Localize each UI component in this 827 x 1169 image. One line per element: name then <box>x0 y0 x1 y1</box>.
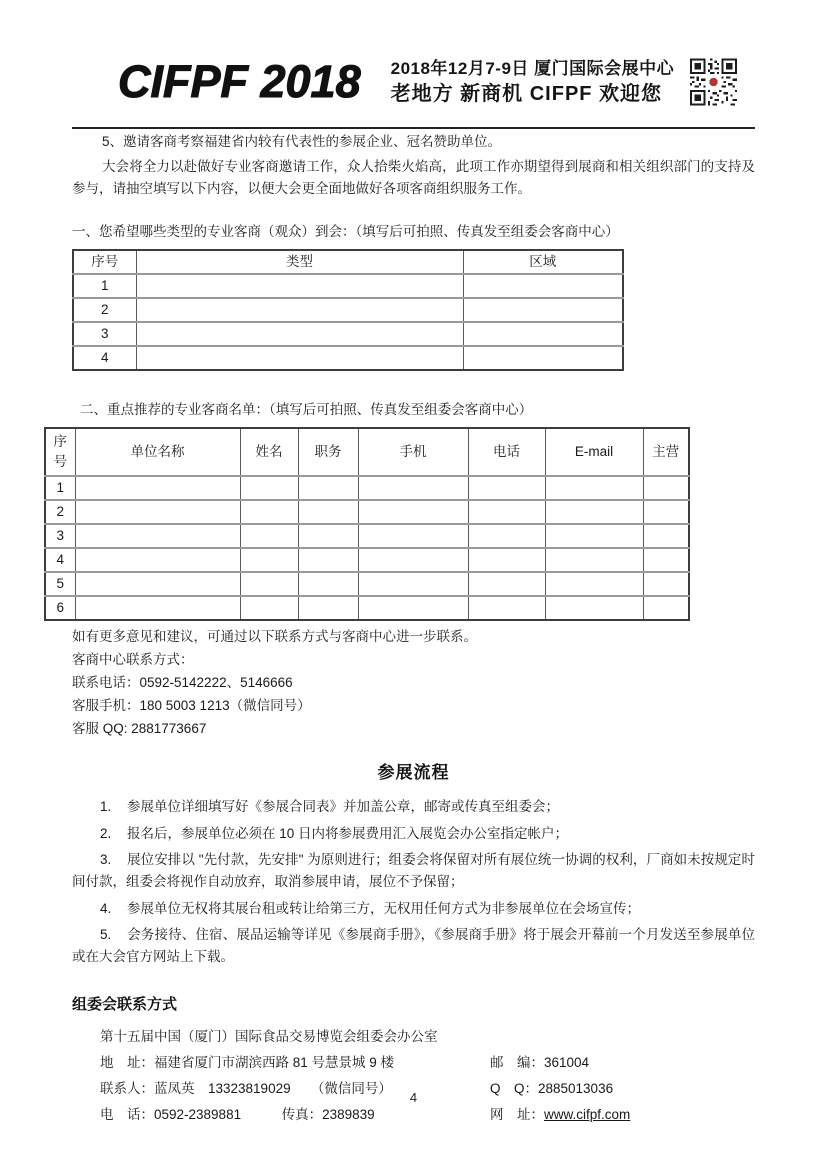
col-header-company: 单位名称 <box>75 428 240 476</box>
cifpf-logo: CIFPF 2018 <box>118 56 361 107</box>
cell-empty <box>643 548 689 572</box>
cell-empty <box>545 572 643 596</box>
committee-org: 第十五届中国（厦门）国际食品交易博览会组委会办公室 <box>100 1029 438 1044</box>
cell-empty <box>75 500 240 524</box>
cell-empty <box>75 596 240 620</box>
cell-empty <box>298 500 358 524</box>
contact-phone: 联系电话：0592-5142222、5146666 <box>72 675 293 690</box>
table-header-row <box>73 250 623 274</box>
contact-qq: 客服 QQ: 2881773667 <box>72 721 207 736</box>
cell-empty <box>643 524 689 548</box>
step-text: 参展单位无权将其展台租或转让给第三方，无权用任何方式为非参展单位在会场宣传； <box>127 900 640 916</box>
step-text: 参展单位详细填写好《参展合同表》并加盖公章，邮寄或传真至组委会； <box>127 799 559 814</box>
committee-website-line <box>490 1104 755 1126</box>
buyer-type-table <box>72 249 624 371</box>
col-header-email: E-mail <box>545 428 643 476</box>
type-cell-empty <box>136 274 463 298</box>
cell-empty <box>468 596 545 620</box>
process-step-2 <box>72 823 755 845</box>
cell-empty <box>75 524 240 548</box>
table-row <box>73 346 623 370</box>
cell-empty <box>358 548 468 572</box>
document-body <box>53 131 755 1130</box>
cell-empty <box>545 476 643 500</box>
cell-empty <box>240 548 298 572</box>
region-cell-empty <box>463 298 623 322</box>
event-tagline <box>391 57 675 108</box>
cell-empty <box>358 476 468 500</box>
process-section-title: 参展流程 <box>377 763 450 782</box>
table-row <box>45 500 689 524</box>
col-header-seq: 序号 <box>45 428 75 476</box>
row-number: 6 <box>45 596 75 620</box>
row-number: 4 <box>45 548 75 572</box>
committee-contact-person: 联系人：蓝凤英 13323819029 （微信同号） <box>100 1081 392 1096</box>
website-link[interactable]: www.cifpf.com <box>544 1107 631 1122</box>
region-cell-empty <box>463 322 623 346</box>
cell-empty <box>358 572 468 596</box>
type-cell-empty <box>136 322 463 346</box>
recommended-buyers-table <box>44 427 690 621</box>
committee-address-row <box>72 1052 755 1074</box>
region-cell-empty <box>463 274 623 298</box>
cell-empty <box>358 596 468 620</box>
process-step-4 <box>72 898 755 920</box>
step-number: 3. <box>100 852 112 867</box>
row-number: 4 <box>73 346 136 370</box>
cell-empty <box>240 572 298 596</box>
step-number: 4. <box>100 900 112 916</box>
committee-postcode: 邮 编：361004 <box>490 1055 590 1070</box>
committee-phone-fax: 电 话：0592-2389881 传真：2389839 <box>100 1107 375 1122</box>
step-text: 报名后，参展单位必须在 10 日内将参展费用汇入展览会办公室指定帐户； <box>127 825 569 841</box>
cell-empty <box>358 500 468 524</box>
table-row <box>73 298 623 322</box>
step-number: 5. <box>100 927 112 942</box>
cell-empty <box>643 500 689 524</box>
col-header-region: 区域 <box>463 250 623 274</box>
row-number: 5 <box>45 572 75 596</box>
row-number: 3 <box>73 322 136 346</box>
cell-empty <box>75 548 240 572</box>
cell-empty <box>643 572 689 596</box>
cell-empty <box>468 548 545 572</box>
cell-empty <box>545 524 643 548</box>
cell-empty <box>75 572 240 596</box>
intro-paragraph: 大会将全力以赴做好专业客商邀请工作，众人拾柴火焰高，此项工作亦期望得到展商和相关组织部门的支持及参与，请抽空填写以下内容，以便大会更全面地做好各项客商组织服务工作。 <box>72 159 755 196</box>
cell-empty <box>75 476 240 500</box>
cell-empty <box>298 548 358 572</box>
qr-code-icon <box>690 58 737 106</box>
row-number: 3 <box>45 524 75 548</box>
process-step-1 <box>72 796 755 818</box>
cell-empty <box>298 596 358 620</box>
cell-empty <box>298 524 358 548</box>
type-cell-empty <box>136 298 463 322</box>
cell-empty <box>545 548 643 572</box>
step-text: 展位安排以 "先付款，先安排" 为原则进行；组委会将保留对所有展位统一协调的权利，厂商如未按规定时间付款，组委会将视作自动放弃，取消参展申请，展位不予保留； <box>72 852 755 889</box>
step-text: 会务接待、住宿、展品运输等详见《参展商手册》，《参展商手册》将于展会开幕前一个月发送至参展单位或在大会官方网站上下载。 <box>72 927 755 964</box>
col-header-business: 主营 <box>643 428 689 476</box>
step-number: 1. <box>100 799 112 814</box>
cell-empty <box>643 596 689 620</box>
cell-empty <box>240 500 298 524</box>
table-row <box>45 596 689 620</box>
row-number: 2 <box>45 500 75 524</box>
feedback-note: 如有更多意见和建议，可通过以下联系方式与客商中心进一步联系。 <box>72 629 477 644</box>
cell-empty <box>298 476 358 500</box>
cell-empty <box>240 596 298 620</box>
cell-empty <box>468 524 545 548</box>
cell-empty <box>643 476 689 500</box>
cell-empty <box>358 524 468 548</box>
section1-title: 一、您希望哪些类型的专业客商（观众）到会：（填写后可拍照、传真发至组委会客商中心） <box>72 224 619 239</box>
contact-center-title: 客商中心联系方式： <box>72 652 194 667</box>
cell-empty <box>240 524 298 548</box>
cell-empty <box>468 500 545 524</box>
type-cell-empty <box>136 346 463 370</box>
col-header-mobile: 手机 <box>358 428 468 476</box>
process-step-5 <box>72 924 755 968</box>
row-number: 1 <box>45 476 75 500</box>
step-number: 2. <box>100 825 112 841</box>
col-header-phone: 电话 <box>468 428 545 476</box>
intro-item-5: 5、邀请客商考察福建省内较有代表性的参展企业、冠名赞助单位。 <box>102 134 502 149</box>
website-label: 网 址： <box>490 1107 544 1122</box>
committee-qq: Q Q：2885013036 <box>490 1081 614 1096</box>
col-header-name: 姓名 <box>240 428 298 476</box>
cell-empty <box>468 476 545 500</box>
section2-title: 二、重点推荐的专业客商名单：（填写后可拍照、传真发至组委会客商中心） <box>80 402 533 417</box>
header-divider <box>72 127 755 129</box>
cell-empty <box>545 596 643 620</box>
col-header-type: 类型 <box>136 250 463 274</box>
table-row <box>45 548 689 572</box>
region-cell-empty <box>463 346 623 370</box>
committee-section-title: 组委会联系方式 <box>72 996 178 1013</box>
event-date-venue: 2018年12月7-9日 厦门国际会展中心 <box>390 58 675 78</box>
table-row <box>45 572 689 596</box>
committee-address: 地 址：福建省厦门市湖滨西路 81 号慧景城 9 楼 <box>100 1055 395 1070</box>
table-header-row <box>45 428 689 476</box>
committee-phone-row <box>72 1104 755 1126</box>
cell-empty <box>468 572 545 596</box>
page-header <box>118 56 767 108</box>
table-row <box>73 322 623 346</box>
col-header-title: 职务 <box>298 428 358 476</box>
table-row <box>45 524 689 548</box>
cell-empty <box>298 572 358 596</box>
row-number: 2 <box>73 298 136 322</box>
process-step-3 <box>72 849 755 893</box>
col-header-seq: 序号 <box>73 250 136 274</box>
cell-empty <box>240 476 298 500</box>
contact-mobile: 客服手机：180 5003 1213（微信同号） <box>72 698 311 713</box>
cell-empty <box>545 500 643 524</box>
table-row <box>73 274 623 298</box>
committee-org-row <box>72 1026 755 1048</box>
event-slogan: 老地方 新商机 CIFPF 欢迎您 <box>390 82 663 105</box>
table-row <box>45 476 689 500</box>
row-number: 1 <box>73 274 136 298</box>
page-number: 4 <box>409 1090 418 1105</box>
